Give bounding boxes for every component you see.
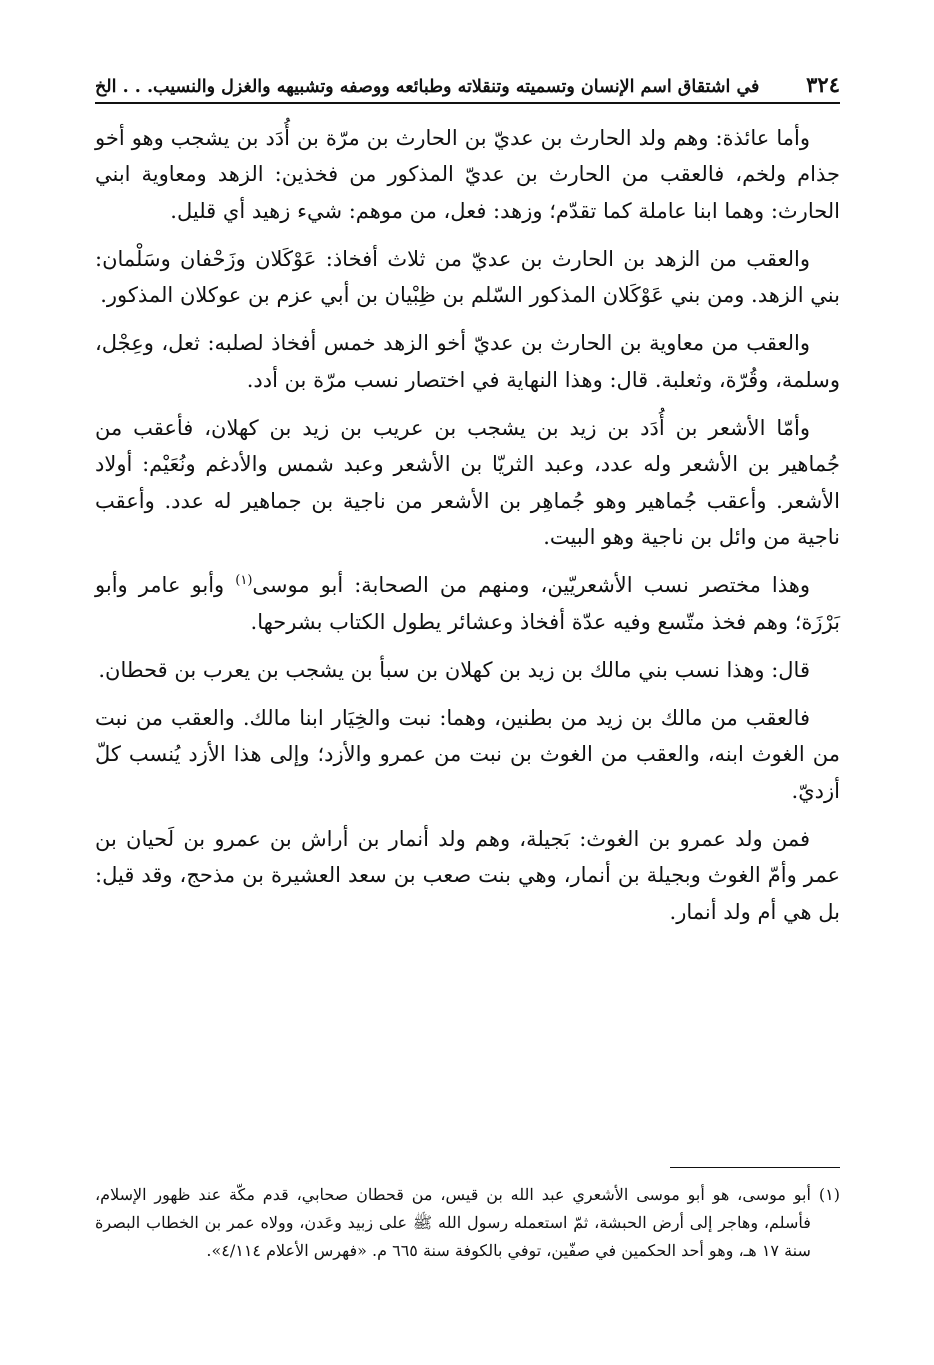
footnotes (95, 1181, 840, 1265)
paragraph-malik-lineage: قال: وهذا نسب بني مالك بن زيد بن كهلان بن سبأ بن يشجب بن يعرب بن قحطان. (98, 657, 810, 682)
paragraph-muawiya: والعقب من معاوية بن الحارث بن عديّ أخو الزهد خمس أفخاذ لصلبه: ثعل، وعِجْل، وسلمة، وقُرّة، وثعلبة. قال: وهذا النهاية في اختصار نسب مرّة بن أدد. (95, 331, 840, 392)
footnote-number: (١) (818, 1185, 840, 1204)
main-text (95, 120, 840, 930)
paragraph-ashar: وأمّا الأشعر بن أُدَد بن زيد بن يشجب بن عريب بن زيد بن كهلان، فأعقب من جُماهير بن الأشعر وله عدد، وعبد الثريّا بن الأشعر وعبد شمس والأدغم ونُعَيْم: أولاد الأشعر. وأعقب جُماهير وهو جُماهِر بن الأشعر من ناجية بن جماهير له عدد. وأعقب ناجية من وائل بن ناجية وهو البيت. (95, 416, 840, 549)
page-number: ٣٢٤ (806, 72, 840, 97)
footnote-text: أبو موسى، هو أبو موسى الأشعري عبد الله بن قيس، من قحطان صحابي، قدم مكّة عند ظهور الإسلام، فأسلم، وهاجر إلى أرض الحبشة، ثمّ استعمله رسول الله ﷺ على زبيد وعَدن، وولاه عمر بن الخطاب البصرة سنة ١٧ هـ، وهو أحد الحكمين في صفّين، توفي بالكوفة سنة ٦٦٥ م. «فهرس الأعلام ٤/١١٤». (95, 1185, 811, 1260)
paragraph-zuhd: والعقب من الزهد بن الحارث بن عديّ من ثلاث أفخاذ: عَوْكَلان وزَحْفان وسَلْمان: بني الزهد. ومن بني عَوْكَلان المذكور السّلم بن ظِبْيان بن أبي عزم بن عوكلان المذكور. (95, 246, 840, 308)
asharis-text-end: وأبو عامر وأبو بَرْزَة؛ وهم فخذ متّسع وفيه عدّة أفخاذ وعشائر يطول الكتاب بشرحها. (95, 573, 840, 634)
book-page (95, 68, 840, 942)
footnote-reference[interactable]: (١) (235, 573, 253, 589)
running-header (95, 68, 840, 104)
running-title: في اشتقاق اسم الإنسان وتسميته وتنقلاته وطبائعه ووصفه وتشبيهه والغزل والنسيب. . . الخ (95, 77, 760, 97)
paragraph-bajila: فمن ولد عمرو بن الغوث: بَجيلة، وهم ولد أنمار بن أراش بن عمرو بن لَحيان بن عمر وأمّ الغوث وبجيلة بن أنمار، وهي بنت صعب بن سعد العشيرة بن مذحج، وقد قيل: بل هي أم ولد أنمار. (95, 827, 840, 924)
paragraph-asharis (95, 567, 840, 640)
paragraph-aidha: وأما عائذة: وهم ولد الحارث بن عديّ بن الحارث بن مرّة بن أُدَد بن يشجب وهو أخو جذام ولخم، فالعقب من الحارث بن عديّ المذكور من فخذين: الزهد ومعاوية ابني الحارث: وهما ابنا عاملة كما تقدّم؛ وزهد: فعل، من موهم: شيء زهيد أي قليل. (95, 126, 840, 223)
paragraph-nabt: فالعقب من مالك بن زيد من بطنين، وهما: نبت والخِيَار ابنا مالك. والعقب من نبت من الغوث ابنه، والعقب من الغوث بن نبت من عمرو والأزد؛ وإلى هذا الأزد يُنسب كلّ أزديّ. (95, 706, 840, 803)
footnote-1 (95, 1181, 840, 1265)
footnote-separator (670, 1167, 840, 1168)
asharis-text-start: وهذا مختصر نسب الأشعريّين، ومنهم من الصحابة: أبو موسى (252, 573, 810, 598)
